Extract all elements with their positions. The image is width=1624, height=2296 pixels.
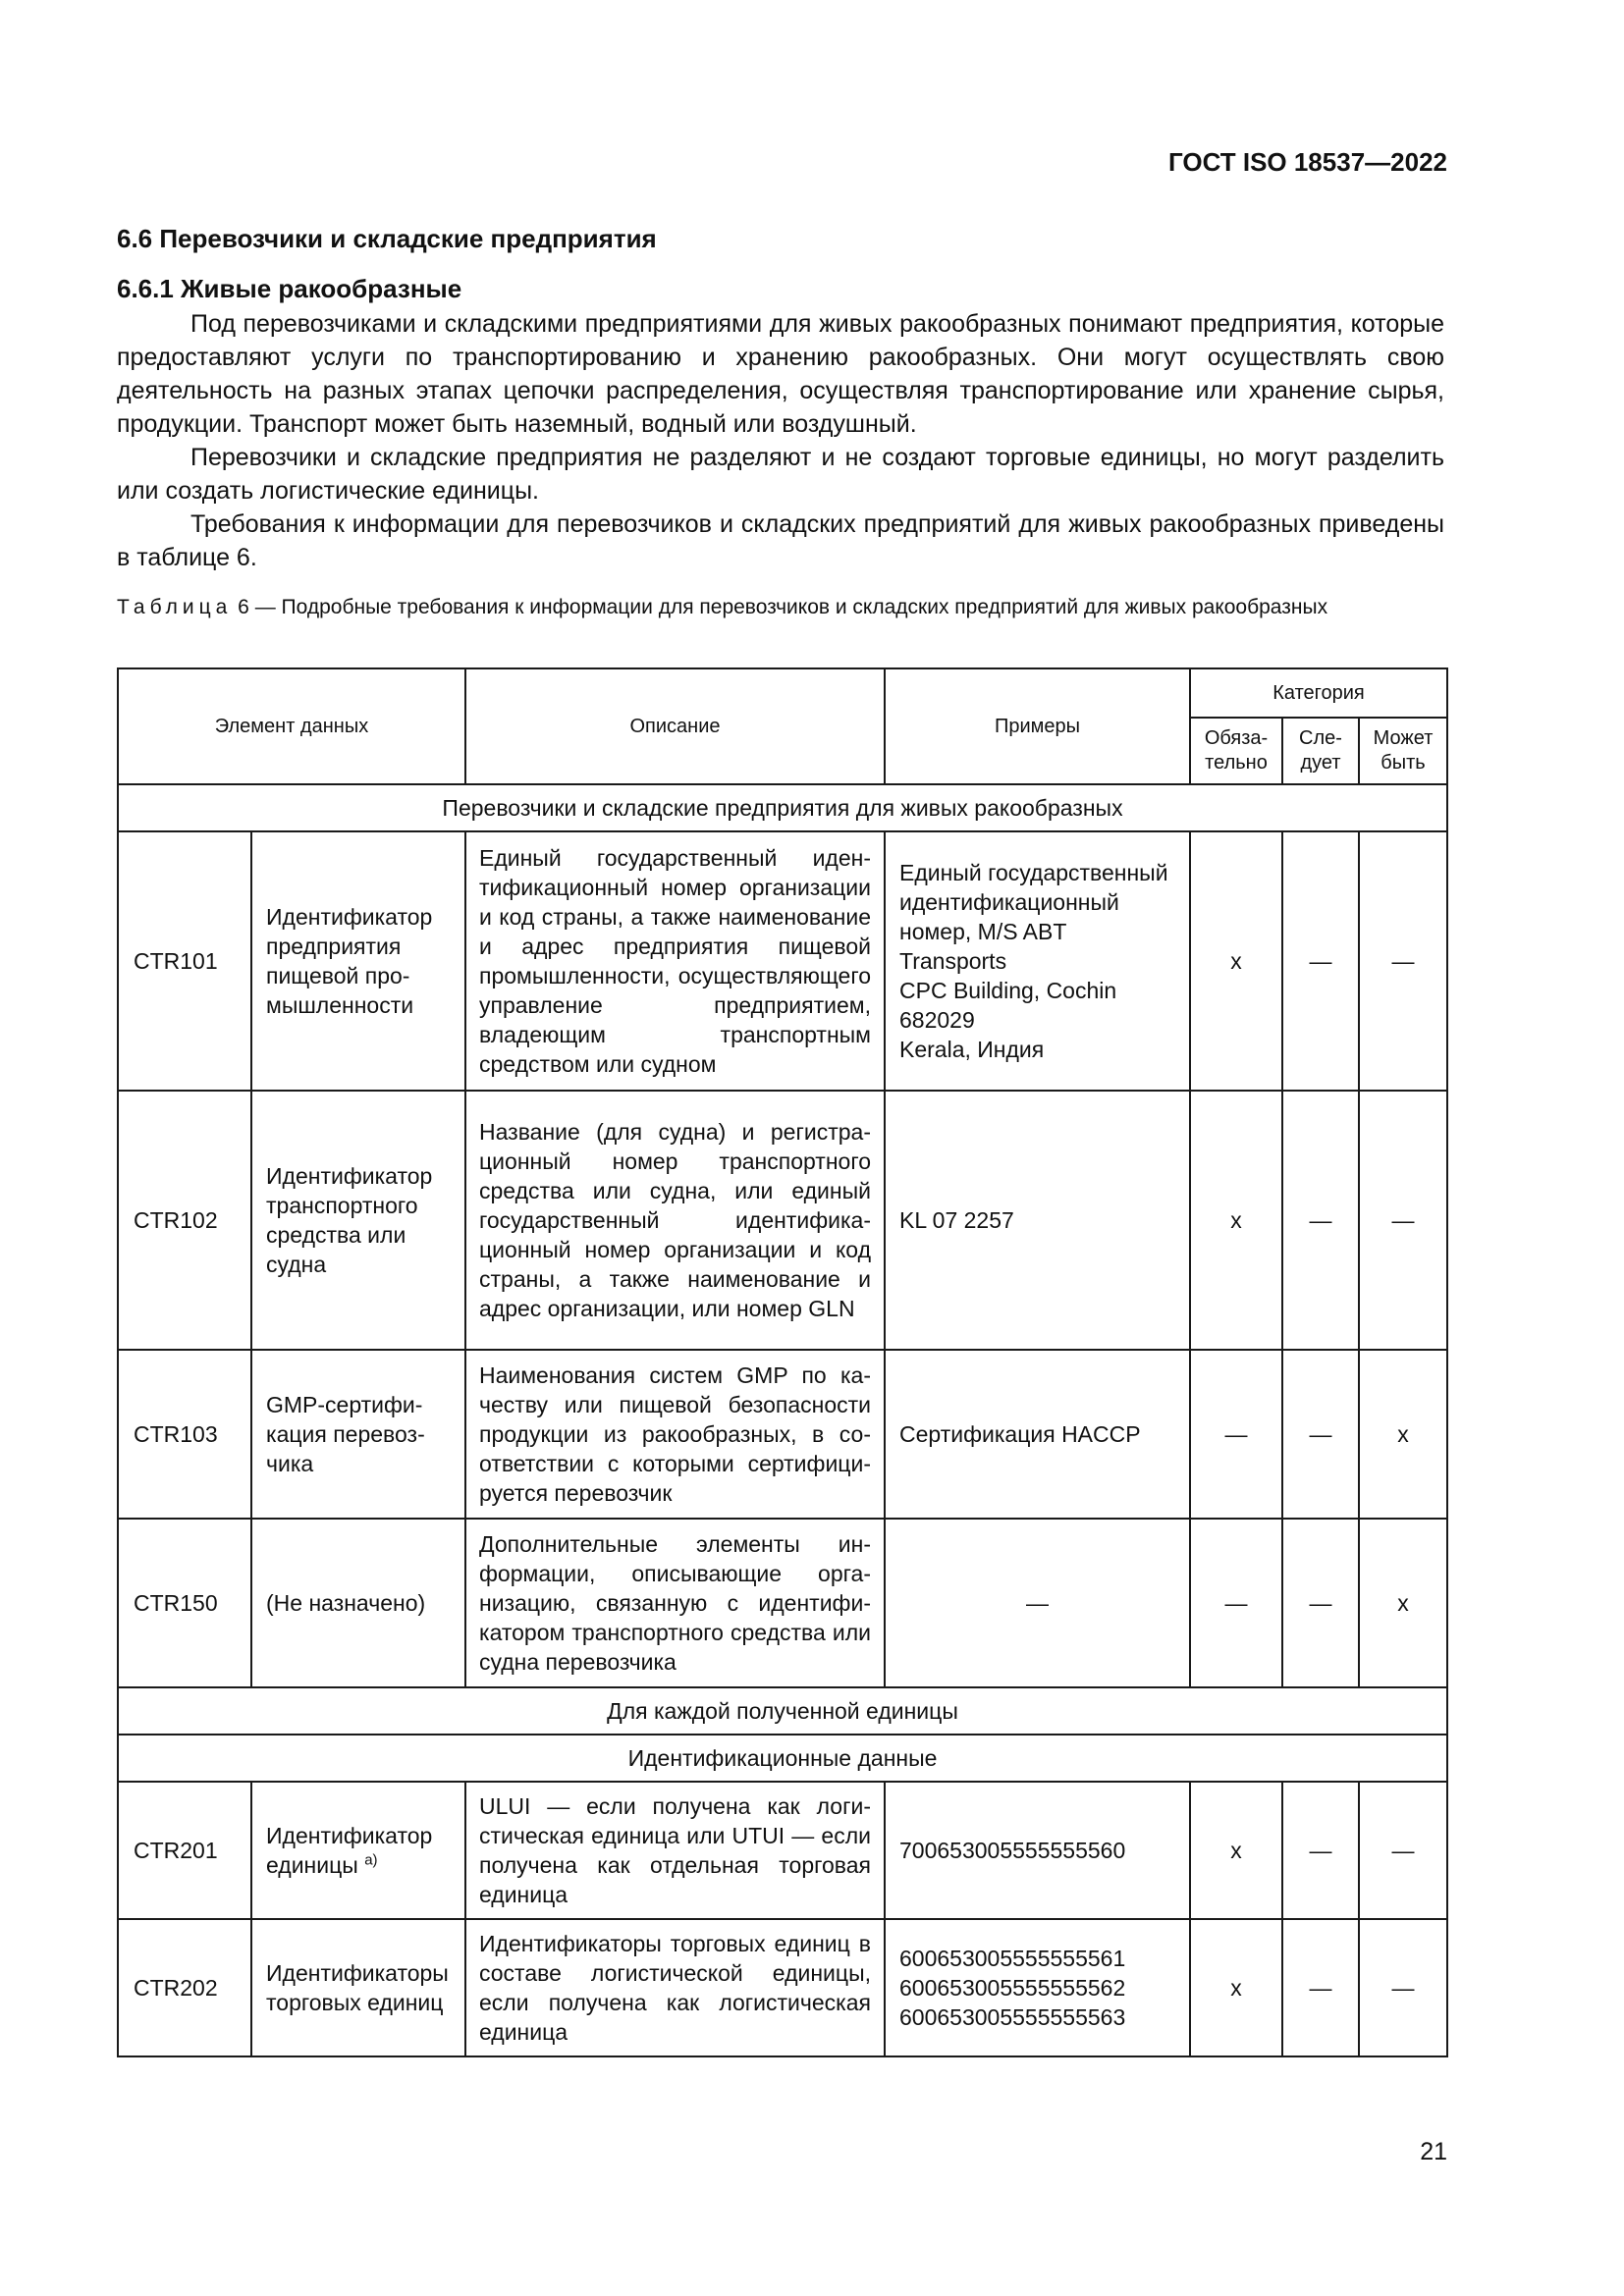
row-code: CTR101 (118, 831, 251, 1091)
requirements-table (117, 667, 1448, 2057)
row-mandatory: x (1190, 1919, 1282, 2056)
table-caption (117, 594, 1444, 620)
row-description: Наименования систем GMP по качеству или пищевой безопасности продукции из ракообразных, в соответствии с которыми сертифицируется перевозчик (465, 1350, 885, 1519)
row-may: — (1359, 1091, 1447, 1350)
row-should: — (1282, 1782, 1359, 1919)
table-row (118, 1519, 1447, 1687)
row-name-text: Идентификатор единицы (266, 1823, 433, 1878)
paragraph: Требования к информации для перевозчиков и складских предприятий для живых ракообразных приведены в таблице 6. (117, 510, 1444, 571)
row-example: 700653005555555560 (885, 1782, 1190, 1919)
row-mandatory: — (1190, 1350, 1282, 1519)
row-mandatory: — (1190, 1519, 1282, 1687)
row-should: — (1282, 1350, 1359, 1519)
table-caption-text: 6 — Подробные требования к информации для перевозчиков и складских предприятий для живых ракообразных (232, 596, 1328, 618)
group-heading: Идентификационные данные (118, 1735, 1447, 1782)
row-description: Название (для судна) и регистрационный номер транспортного средства или судна, или единый государственный идентификационный номер организации и код страны, а также наименование и адрес организации, или номер GLN (465, 1091, 885, 1350)
row-example: Сертификация HACCP (885, 1350, 1190, 1519)
paragraph: Перевозчики и складские предприятия не разделяют и не создают торговые единицы, но могут разделить или создать логистические единицы. (117, 444, 1444, 505)
row-code: CTR102 (118, 1091, 251, 1350)
header-may: Может быть (1359, 718, 1447, 784)
row-mandatory: x (1190, 1782, 1282, 1919)
row-name: Идентификатор предприятия пищевой промышленности (251, 831, 465, 1091)
row-mandatory: x (1190, 831, 1282, 1091)
subsection-title: 6.6.1 Живые ракообразные (117, 274, 462, 303)
row-may: x (1359, 1519, 1447, 1687)
row-example: KL 07 2257 (885, 1091, 1190, 1350)
table-row (118, 1782, 1447, 1919)
row-description: Дополнительные элементы информации, описывающие организацию, связанную с идентификатором транспортного средства или судна перевозчика (465, 1519, 885, 1687)
paragraph: Под перевозчиками и складскими предприятиями для живых ракообразных понимают предприятия, которые предоставляют услуги по транспортированию и хранению ракообразных. Они могут осуществлять свою деятельность на разных этапах цепочки распределения, осуществляя транспортирование или хранение сырья, продукции. Транспорт может быть наземный, водный или воздушный. (117, 310, 1444, 438)
table-row (118, 831, 1447, 1091)
standard-header: ГОСТ ISO 18537—2022 (1167, 147, 1447, 177)
page-number: 21 (1420, 2138, 1447, 2165)
row-name: Идентификаторы торговых единиц (251, 1919, 465, 2056)
row-example: — (885, 1519, 1190, 1687)
table-row (118, 1919, 1447, 2056)
row-example: 600653005555555561 600653005555555562 600653005555555563 (885, 1919, 1190, 2056)
header-should: Следует (1282, 718, 1359, 784)
group-heading: Перевозчики и складские предприятия для живых ракообразных (118, 784, 1447, 831)
row-should: — (1282, 1519, 1359, 1687)
footnote-marker: а) (364, 1851, 378, 1869)
group-heading: Для каждой полученной единицы (118, 1687, 1447, 1735)
row-code: CTR150 (118, 1519, 251, 1687)
row-code: CTR201 (118, 1782, 251, 1919)
row-name: (Не назначено) (251, 1519, 465, 1687)
header-category: Категория (1190, 668, 1447, 718)
row-may: x (1359, 1350, 1447, 1519)
body-text (117, 307, 1444, 574)
row-example: Единый государственный идентификационный номер, M/S ABT Transports CPC Building, Cochin 682029 Kerala, Индия (885, 831, 1190, 1091)
header-mandatory: Обязательно (1190, 718, 1282, 784)
header-examples: Примеры (885, 668, 1190, 784)
row-may: — (1359, 1919, 1447, 2056)
row-may: — (1359, 831, 1447, 1091)
header-element: Элемент данных (118, 668, 465, 784)
row-description: Единый государственный идентификационный номер организации и код страны, а также наименование и адрес предприятия пищевой промышленности, осуществляющего управление предприятием, владеющим транспортным средством или судном (465, 831, 885, 1091)
table-row (118, 1350, 1447, 1519)
table-row (118, 1091, 1447, 1350)
row-may: — (1359, 1782, 1447, 1919)
row-name: GMP-сертификация перевозчика (251, 1350, 465, 1519)
row-mandatory: x (1190, 1091, 1282, 1350)
row-description: Идентификаторы торговых единиц в составе логистической единицы, если получена как логистическая единица (465, 1919, 885, 2056)
table-caption-label: Таблица (117, 596, 233, 618)
row-should: — (1282, 831, 1359, 1091)
header-description: Описание (465, 668, 885, 784)
row-name (251, 1782, 465, 1919)
row-description: ULUI — если получена как логистическая единица или UTUI — если получена как отдельная торговая единица (465, 1782, 885, 1919)
section-title: 6.6 Перевозчики и складские предприятия (117, 224, 657, 253)
row-code: CTR202 (118, 1919, 251, 2056)
row-name: Идентификатор транспортного средства или судна (251, 1091, 465, 1350)
row-should: — (1282, 1919, 1359, 2056)
row-code: CTR103 (118, 1350, 251, 1519)
row-should: — (1282, 1091, 1359, 1350)
